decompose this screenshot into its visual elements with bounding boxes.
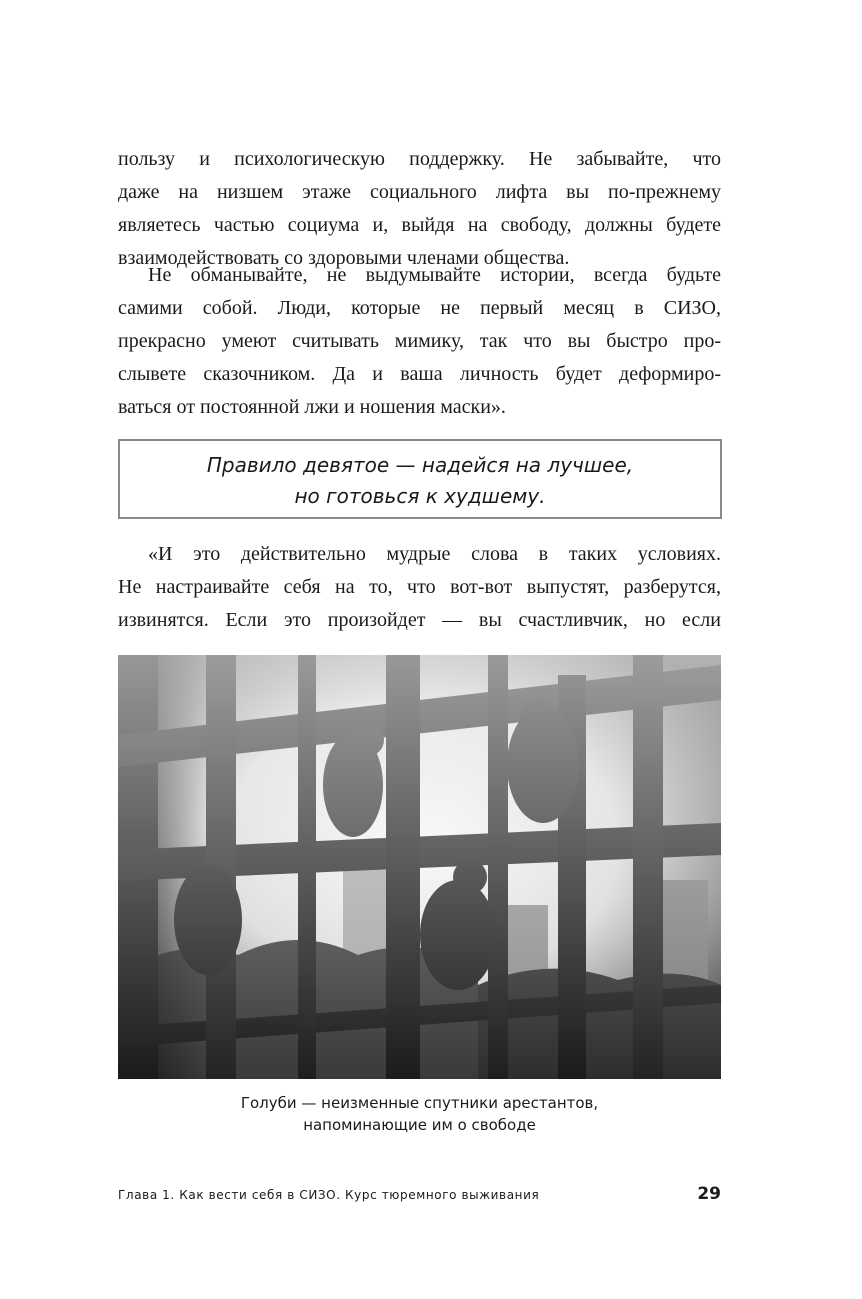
rule-callout-box (118, 439, 722, 519)
body-paragraph (118, 259, 721, 424)
text-line: прекрасно умеют считывать мимику, так что вы быстро про- (118, 330, 721, 352)
text-line: являетесь частью социума и, выйдя на свободу, должны будете (118, 214, 721, 236)
text-line: взаимодействовать со здоровыми членами общества. (118, 247, 570, 269)
text-line: слывете сказочником. Да и ваша личность будет деформиро- (118, 363, 721, 385)
body-paragraph (118, 143, 721, 275)
body-paragraph (118, 538, 721, 637)
text-line: ваться от постоянной лжи и ношения маски». (118, 396, 506, 418)
photo-pigeons-behind-bars (118, 655, 721, 1079)
rule-line: Правило девятое — надейся на лучшее, (206, 453, 634, 477)
text-line: Не обманывайте, не выдумывайте истории, всегда будьте (148, 264, 721, 286)
photo-caption (118, 1092, 721, 1136)
photo-illustration (118, 655, 721, 1079)
text-line: самими собой. Люди, которые не первый месяц в СИЗО, (118, 297, 721, 319)
rule-line: но готовься к худшему. (294, 484, 546, 508)
text-line: даже на низшем этаже социального лифта вы по-прежнему (118, 181, 721, 203)
caption-line: напоминающие им о свободе (303, 1116, 536, 1134)
rule-callout-text (120, 450, 720, 512)
page-number: 29 (697, 1184, 721, 1204)
text-line: Не настраивайте себя на то, что вот-вот выпустят, разберутся, (118, 576, 721, 598)
caption-line: Голуби — неизменные спутники арестантов, (240, 1094, 599, 1112)
running-footer-chapter: Глава 1. Как вести себя в СИЗО. Курс тюремного выживания (118, 1188, 540, 1202)
text-line: пользу и психологическую поддержку. Не забывайте, что (118, 148, 721, 170)
text-line: извинятся. Если это произойдет — вы счастливчик, но если (118, 609, 721, 631)
text-line: «И это действительно мудрые слова в таких условиях. (148, 543, 721, 565)
